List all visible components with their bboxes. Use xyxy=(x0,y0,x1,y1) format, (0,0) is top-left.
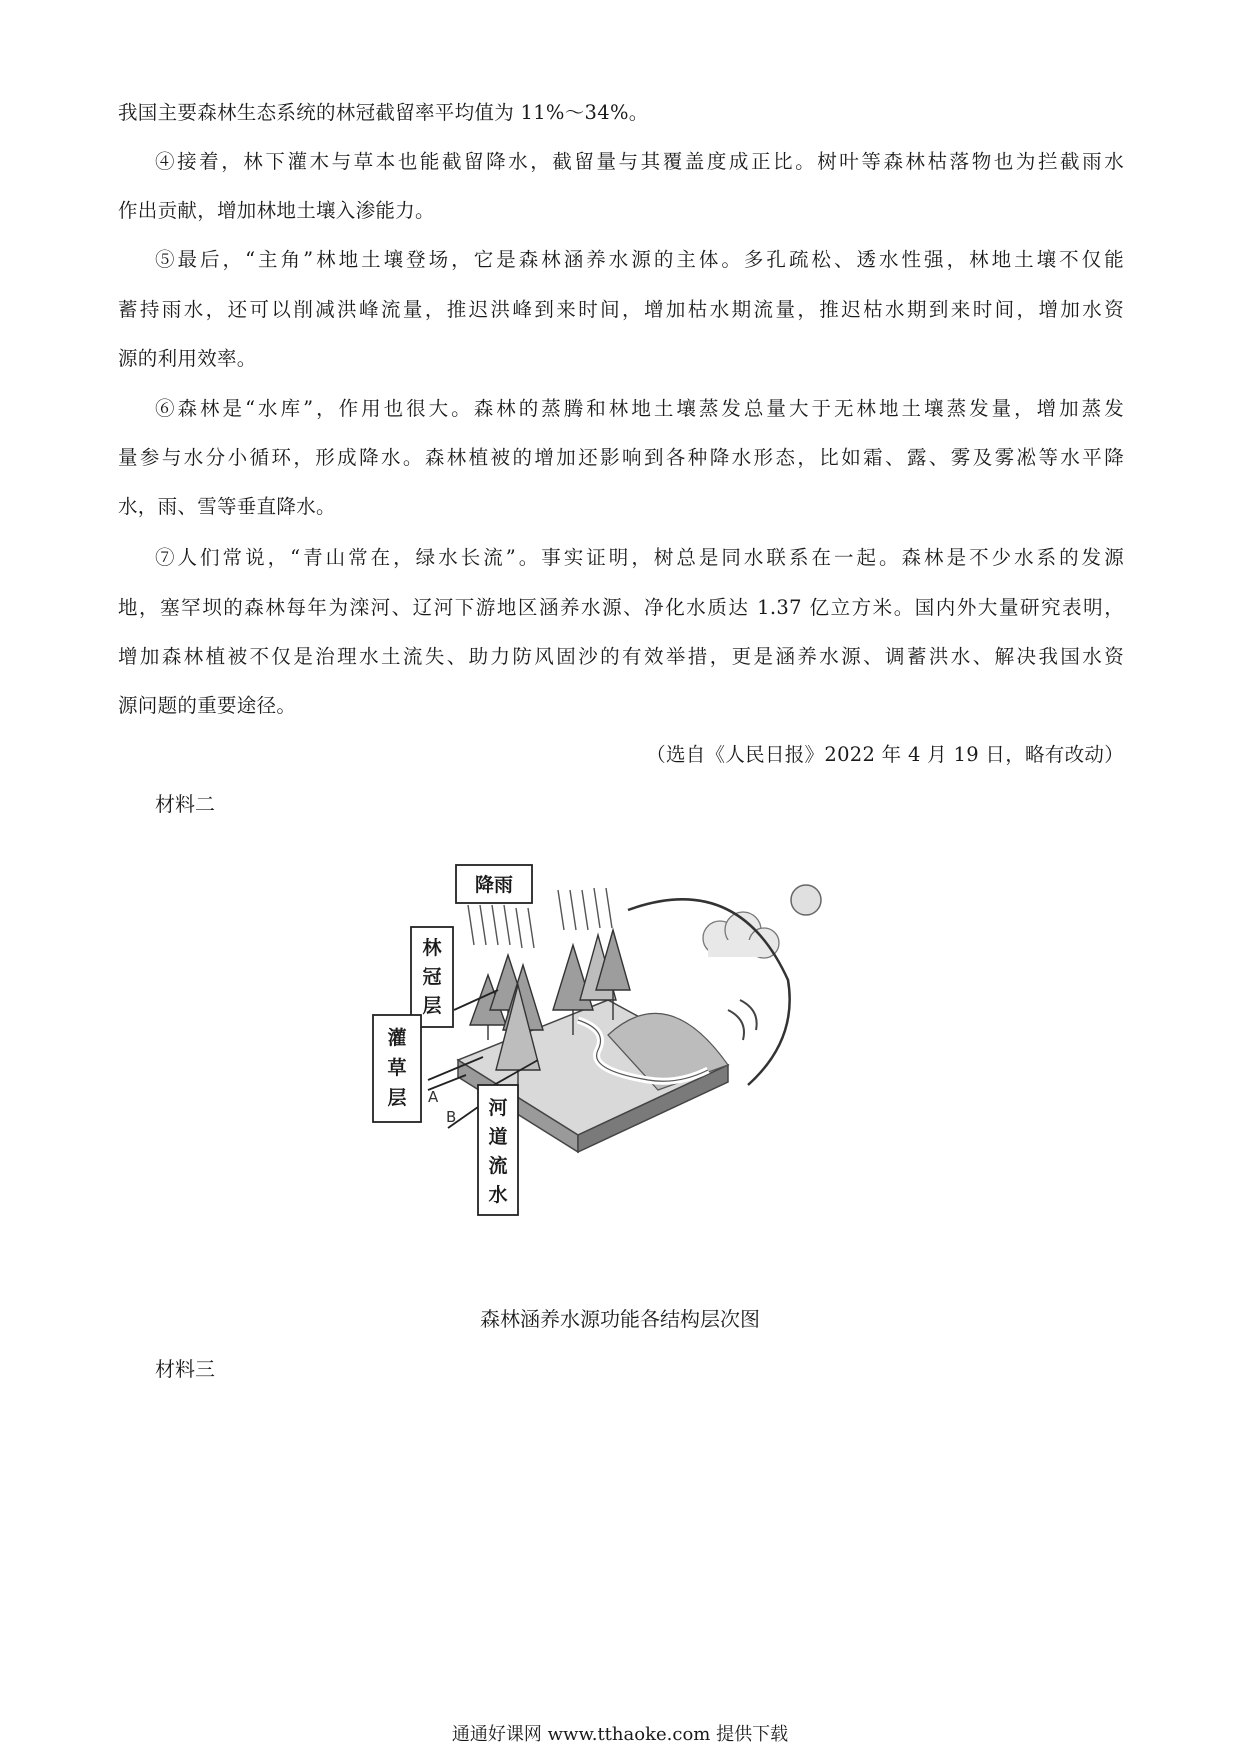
paragraph-7-line-3: 增加森林植被不仅是治理水土流失、助力防风固沙的有效举措，更是涵养水源、调蓄洪水、解决我国水资 xyxy=(118,645,1124,668)
paragraph-4-line-2: 作出贡献，增加林地土壤入渗能力。 xyxy=(118,199,435,222)
forest-water-diagram xyxy=(387,860,848,1240)
canopy-label-char-1: 林 xyxy=(422,937,442,959)
paragraph-5-line-1: ⑤最后，“主角”林地土壤登场，它是森林涵养水源的主体。多孔疏松、透水性强，林地土壤不仅能 xyxy=(155,248,1124,271)
river-label-char-2: 道 xyxy=(488,1126,508,1148)
source-note: （选自《人民日报》2022 年 4 月 19 日，略有改动） xyxy=(646,743,1124,766)
river-label-char-3: 流 xyxy=(488,1155,508,1177)
paragraph-4-line-1: ④接着，林下灌木与草本也能截留降水，截留量与其覆盖度成正比。树叶等森林枯落物也为拦截雨水 xyxy=(155,150,1124,173)
river-label-char-4: 水 xyxy=(488,1184,508,1206)
shrub-label-char-3: 层 xyxy=(387,1087,407,1109)
canopy-label-char-3: 层 xyxy=(422,995,442,1017)
shrub-label-char-1: 灌 xyxy=(387,1027,407,1049)
paragraph-7-line-4: 源问题的重要途径。 xyxy=(118,694,297,717)
river-label-char-1: 河 xyxy=(488,1097,508,1119)
shrub-label-char-2: 草 xyxy=(387,1057,407,1079)
diagram-caption: 森林涵养水源功能各结构层次图 xyxy=(480,1307,760,1331)
paragraph-7-line-2: 地，塞罕坝的森林每年为滦河、辽河下游地区涵养水源、净化水质达 1.37 亿立方米。国内外大量研究表明， xyxy=(118,596,1124,619)
rain-label-box xyxy=(456,865,532,903)
paragraph-5-line-3: 源的利用效率。 xyxy=(118,347,257,370)
river-label-box xyxy=(478,1085,518,1215)
point-b-label: B xyxy=(446,1108,457,1126)
canopy-label-box xyxy=(411,927,453,1027)
paragraph-5-line-2: 蓄持雨水，还可以削减洪峰流量，推迟洪峰到来时间，增加枯水期流量，推迟枯水期到来时间，增加水资 xyxy=(118,298,1124,321)
rain-label: 降雨 xyxy=(474,874,514,896)
point-a-label: A xyxy=(428,1088,439,1106)
paragraph-3-tail-line-1: 我国主要森林生态系统的林冠截留率平均值为 11%～34%。 xyxy=(118,101,649,124)
paragraph-6-line-1: ⑥森林是“水库”，作用也很大。森林的蒸腾和林地土壤蒸发总量大于无林地土壤蒸发量，增加蒸发 xyxy=(155,397,1124,420)
material-2-heading: 材料二 xyxy=(155,792,215,816)
evaporation-icon xyxy=(728,1010,744,1040)
paragraph-6-line-3: 水，雨、雪等垂直降水。 xyxy=(118,495,336,518)
sun-icon xyxy=(791,885,821,915)
shrub-label-box xyxy=(373,1015,421,1122)
canopy-label-char-2: 冠 xyxy=(422,966,442,988)
paragraph-6-line-2: 量参与水分小循环，形成降水。森林植被的增加还影响到各种降水形态，比如霜、露、雾及雾凇等水平降 xyxy=(118,446,1124,469)
footer-download-note: 通通好课网 www.tthaoke.com 提供下载 xyxy=(451,1724,789,1745)
paragraph-7-line-1: ⑦人们常说，“青山常在，绿水长流”。事实证明，树总是同水联系在一起。森林是不少水系的发源 xyxy=(155,546,1124,569)
material-3-heading: 材料三 xyxy=(155,1357,215,1381)
